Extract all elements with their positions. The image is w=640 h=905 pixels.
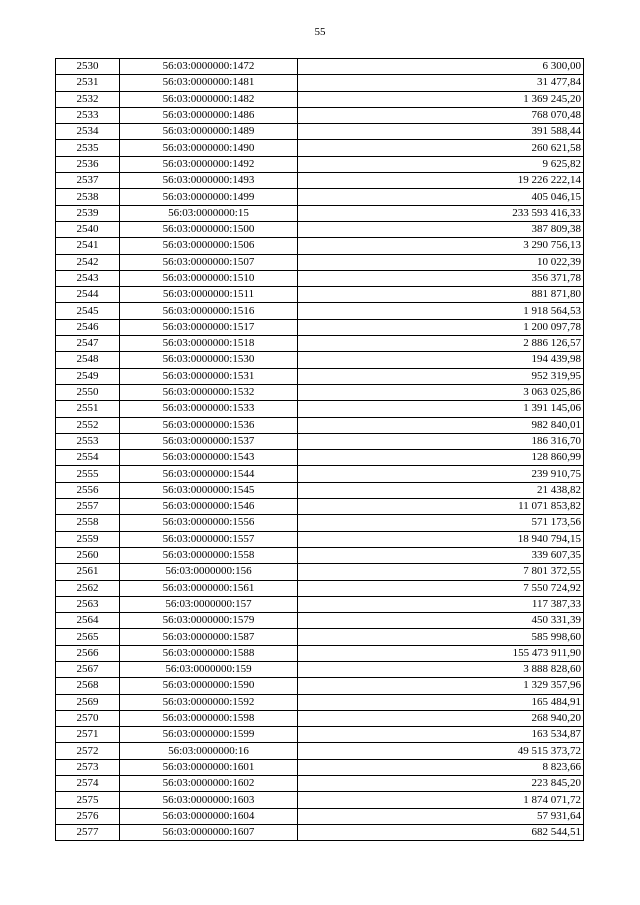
row-number-cell: 2538: [56, 189, 120, 205]
table-row: [56, 564, 584, 580]
table-row: [56, 482, 584, 498]
table-row: [56, 336, 584, 352]
cadastral-value-cell: 7 801 372,55: [298, 564, 584, 580]
cadastral-number-cell: 56:03:0000000:1546: [120, 499, 298, 515]
cadastral-number-cell: 56:03:0000000:1598: [120, 710, 298, 726]
table-row: [56, 401, 584, 417]
cadastral-number-cell: 56:03:0000000:1558: [120, 547, 298, 563]
cadastral-value-cell: 1 874 071,72: [298, 792, 584, 808]
cadastral-number-cell: 56:03:0000000:1537: [120, 433, 298, 449]
cadastral-number-cell: 56:03:0000000:1543: [120, 450, 298, 466]
table-row: [56, 124, 584, 140]
table-row: [56, 694, 584, 710]
row-number-cell: 2542: [56, 254, 120, 270]
table-row: [56, 173, 584, 189]
cadastral-number-cell: 56:03:0000000:1604: [120, 808, 298, 824]
row-number-cell: 2543: [56, 270, 120, 286]
cadastral-value-cell: 128 860,99: [298, 450, 584, 466]
row-number-cell: 2556: [56, 482, 120, 498]
cadastral-number-cell: 56:03:0000000:1544: [120, 466, 298, 482]
cadastral-value-cell: 768 070,48: [298, 107, 584, 123]
row-number-cell: 2548: [56, 352, 120, 368]
cadastral-number-cell: 56:03:0000000:156: [120, 564, 298, 580]
cadastral-number-cell: 56:03:0000000:1499: [120, 189, 298, 205]
cadastral-value-cell: 21 438,82: [298, 482, 584, 498]
row-number-cell: 2550: [56, 384, 120, 400]
row-number-cell: 2534: [56, 124, 120, 140]
row-number-cell: 2573: [56, 759, 120, 775]
table-row: [56, 466, 584, 482]
row-number-cell: 2537: [56, 173, 120, 189]
table-row: [56, 319, 584, 335]
cadastral-number-cell: 56:03:0000000:1507: [120, 254, 298, 270]
table-row: [56, 254, 584, 270]
cadastral-value-cell: 10 022,39: [298, 254, 584, 270]
cadastral-value-cell: 8 823,66: [298, 759, 584, 775]
cadastral-value-cell: 186 316,70: [298, 433, 584, 449]
table-row: [56, 678, 584, 694]
cadastral-value-cell: 7 550 724,92: [298, 580, 584, 596]
table-row: [56, 59, 584, 75]
table-row: [56, 596, 584, 612]
cadastral-number-cell: 56:03:0000000:1489: [120, 124, 298, 140]
page-number: 55: [314, 26, 326, 38]
row-number-cell: 2546: [56, 319, 120, 335]
cadastral-value-cell: 3 063 025,86: [298, 384, 584, 400]
cadastral-number-cell: 56:03:0000000:1517: [120, 319, 298, 335]
table-row: [56, 140, 584, 156]
row-number-cell: 2568: [56, 678, 120, 694]
cadastral-value-cell: 356 371,78: [298, 270, 584, 286]
table-row: [56, 547, 584, 563]
cadastral-number-cell: 56:03:0000000:157: [120, 596, 298, 612]
cadastral-value-cell: 1 918 564,53: [298, 303, 584, 319]
cadastral-value-cell: 57 931,64: [298, 808, 584, 824]
cadastral-number-cell: 56:03:0000000:1500: [120, 221, 298, 237]
cadastral-value-cell: 11 071 853,82: [298, 499, 584, 515]
table-row: [56, 433, 584, 449]
table-row: [56, 727, 584, 743]
table-row: [56, 91, 584, 107]
cadastral-value-cell: 9 625,82: [298, 156, 584, 172]
cadastral-value-cell: 239 910,75: [298, 466, 584, 482]
cadastral-value-cell: 982 840,01: [298, 417, 584, 433]
row-number-cell: 2567: [56, 661, 120, 677]
row-number-cell: 2535: [56, 140, 120, 156]
cadastral-value-cell: 18 940 794,15: [298, 531, 584, 547]
cadastral-number-cell: 56:03:0000000:15: [120, 205, 298, 221]
cadastral-number-cell: 56:03:0000000:1486: [120, 107, 298, 123]
row-number-cell: 2571: [56, 727, 120, 743]
table-row: [56, 613, 584, 629]
cadastral-number-cell: 56:03:0000000:159: [120, 661, 298, 677]
table-row: [56, 75, 584, 91]
cadastral-number-cell: 56:03:0000000:1607: [120, 824, 298, 840]
cadastral-number-cell: 56:03:0000000:1557: [120, 531, 298, 547]
row-number-cell: 2553: [56, 433, 120, 449]
row-number-cell: 2575: [56, 792, 120, 808]
row-number-cell: 2532: [56, 91, 120, 107]
cadastral-number-cell: 56:03:0000000:1587: [120, 629, 298, 645]
row-number-cell: 2539: [56, 205, 120, 221]
cadastral-value-cell: 223 845,20: [298, 776, 584, 792]
table-row: [56, 792, 584, 808]
table-row: [56, 499, 584, 515]
row-number-cell: 2559: [56, 531, 120, 547]
cadastral-value-cell: 2 886 126,57: [298, 336, 584, 352]
cadastral-value-cell: 571 173,56: [298, 515, 584, 531]
table-row: [56, 450, 584, 466]
cadastral-number-cell: 56:03:0000000:1588: [120, 645, 298, 661]
row-number-cell: 2563: [56, 596, 120, 612]
cadastral-number-cell: 56:03:0000000:1579: [120, 613, 298, 629]
cadastral-value-cell: 1 200 097,78: [298, 319, 584, 335]
cadastral-number-cell: 56:03:0000000:1590: [120, 678, 298, 694]
row-number-cell: 2549: [56, 368, 120, 384]
cadastral-value-cell: 19 226 222,14: [298, 173, 584, 189]
row-number-cell: 2565: [56, 629, 120, 645]
cadastral-number-cell: 56:03:0000000:1506: [120, 238, 298, 254]
cadastral-value-cell: 1 329 357,96: [298, 678, 584, 694]
table-row: [56, 156, 584, 172]
cadastral-value-cell: 387 809,38: [298, 221, 584, 237]
cadastral-value-cell: 952 319,95: [298, 368, 584, 384]
row-number-cell: 2569: [56, 694, 120, 710]
cadastral-number-cell: 56:03:0000000:1533: [120, 401, 298, 417]
row-number-cell: 2572: [56, 743, 120, 759]
row-number-cell: 2551: [56, 401, 120, 417]
cadastral-value-cell: 117 387,33: [298, 596, 584, 612]
table-row: [56, 384, 584, 400]
row-number-cell: 2570: [56, 710, 120, 726]
table-row: [56, 221, 584, 237]
row-number-cell: 2540: [56, 221, 120, 237]
cadastral-number-cell: 56:03:0000000:1481: [120, 75, 298, 91]
cadastral-value-cell: 1 369 245,20: [298, 91, 584, 107]
cadastral-value-cell: 391 588,44: [298, 124, 584, 140]
row-number-cell: 2574: [56, 776, 120, 792]
table-row: [56, 287, 584, 303]
row-number-cell: 2561: [56, 564, 120, 580]
cadastral-value-cell: 31 477,84: [298, 75, 584, 91]
cadastral-value-cell: 194 439,98: [298, 352, 584, 368]
table-row: [56, 205, 584, 221]
cadastral-number-cell: 56:03:0000000:1532: [120, 384, 298, 400]
cadastral-value-cell: 260 621,58: [298, 140, 584, 156]
row-number-cell: 2555: [56, 466, 120, 482]
row-number-cell: 2541: [56, 238, 120, 254]
cadastral-number-cell: 56:03:0000000:1493: [120, 173, 298, 189]
table-row: [56, 580, 584, 596]
row-number-cell: 2562: [56, 580, 120, 596]
table-row: [56, 661, 584, 677]
table-row: [56, 759, 584, 775]
table-row: [56, 417, 584, 433]
row-number-cell: 2554: [56, 450, 120, 466]
cadastral-number-cell: 56:03:0000000:1530: [120, 352, 298, 368]
table-row: [56, 645, 584, 661]
table-row: [56, 531, 584, 547]
table-body: [56, 59, 584, 841]
table-row: [56, 824, 584, 840]
cadastral-value-cell: 3 290 756,13: [298, 238, 584, 254]
cadastral-number-cell: 56:03:0000000:1603: [120, 792, 298, 808]
row-number-cell: 2530: [56, 59, 120, 75]
cadastral-value-table: [55, 58, 584, 841]
cadastral-value-cell: 49 515 373,72: [298, 743, 584, 759]
cadastral-number-cell: 56:03:0000000:1510: [120, 270, 298, 286]
row-number-cell: 2577: [56, 824, 120, 840]
cadastral-number-cell: 56:03:0000000:1490: [120, 140, 298, 156]
cadastral-number-cell: 56:03:0000000:1511: [120, 287, 298, 303]
cadastral-value-cell: 881 871,80: [298, 287, 584, 303]
table-row: [56, 303, 584, 319]
table-row: [56, 629, 584, 645]
row-number-cell: 2560: [56, 547, 120, 563]
row-number-cell: 2547: [56, 336, 120, 352]
cadastral-value-cell: 155 473 911,90: [298, 645, 584, 661]
row-number-cell: 2557: [56, 499, 120, 515]
row-number-cell: 2545: [56, 303, 120, 319]
table-row: [56, 107, 584, 123]
cadastral-number-cell: 56:03:0000000:1545: [120, 482, 298, 498]
cadastral-number-cell: 56:03:0000000:1602: [120, 776, 298, 792]
row-number-cell: 2552: [56, 417, 120, 433]
cadastral-number-cell: 56:03:0000000:1472: [120, 59, 298, 75]
table-row: [56, 710, 584, 726]
cadastral-number-cell: 56:03:0000000:1561: [120, 580, 298, 596]
cadastral-value-cell: 450 331,39: [298, 613, 584, 629]
row-number-cell: 2531: [56, 75, 120, 91]
cadastral-value-cell: 163 534,87: [298, 727, 584, 743]
table-row: [56, 743, 584, 759]
cadastral-number-cell: 56:03:0000000:16: [120, 743, 298, 759]
cadastral-number-cell: 56:03:0000000:1492: [120, 156, 298, 172]
row-number-cell: 2576: [56, 808, 120, 824]
row-number-cell: 2558: [56, 515, 120, 531]
cadastral-number-cell: 56:03:0000000:1556: [120, 515, 298, 531]
cadastral-number-cell: 56:03:0000000:1518: [120, 336, 298, 352]
cadastral-value-cell: 233 593 416,33: [298, 205, 584, 221]
table-row: [56, 515, 584, 531]
cadastral-number-cell: 56:03:0000000:1592: [120, 694, 298, 710]
table-row: [56, 368, 584, 384]
table-row: [56, 238, 584, 254]
cadastral-value-cell: 682 544,51: [298, 824, 584, 840]
table-row: [56, 808, 584, 824]
cadastral-value-cell: 6 300,00: [298, 59, 584, 75]
row-number-cell: 2544: [56, 287, 120, 303]
cadastral-value-cell: 585 998,60: [298, 629, 584, 645]
row-number-cell: 2566: [56, 645, 120, 661]
cadastral-number-cell: 56:03:0000000:1482: [120, 91, 298, 107]
cadastral-value-cell: 3 888 828,60: [298, 661, 584, 677]
cadastral-value-cell: 165 484,91: [298, 694, 584, 710]
cadastral-number-cell: 56:03:0000000:1531: [120, 368, 298, 384]
row-number-cell: 2533: [56, 107, 120, 123]
cadastral-number-cell: 56:03:0000000:1599: [120, 727, 298, 743]
cadastral-number-cell: 56:03:0000000:1516: [120, 303, 298, 319]
table-row: [56, 352, 584, 368]
table-row: [56, 776, 584, 792]
cadastral-value-cell: 1 391 145,06: [298, 401, 584, 417]
cadastral-value-cell: 339 607,35: [298, 547, 584, 563]
row-number-cell: 2564: [56, 613, 120, 629]
cadastral-number-cell: 56:03:0000000:1536: [120, 417, 298, 433]
cadastral-number-cell: 56:03:0000000:1601: [120, 759, 298, 775]
cadastral-value-cell: 405 046,15: [298, 189, 584, 205]
row-number-cell: 2536: [56, 156, 120, 172]
table-row: [56, 270, 584, 286]
cadastral-value-cell: 268 940,20: [298, 710, 584, 726]
table-row: [56, 189, 584, 205]
